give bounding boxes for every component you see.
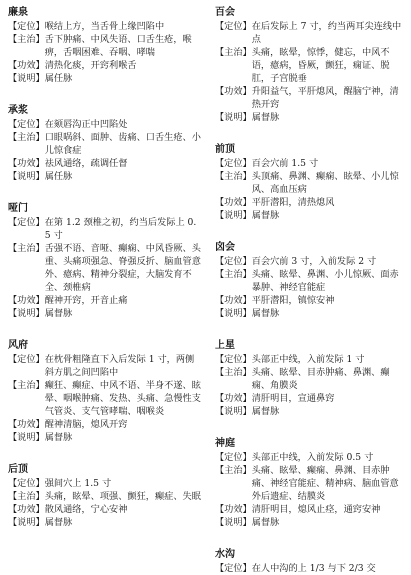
entry-text: 在第 1.2 颈椎之初，约当后发际上 0.5 寸: [44, 217, 197, 241]
entry-tag: 【说明】: [215, 112, 252, 123]
entry-tag: 【功效】: [215, 197, 252, 208]
entry-tag: 【功效】: [8, 60, 45, 71]
entry-tag: 【定位】: [8, 478, 45, 489]
acupoint-name: 后顶: [8, 464, 28, 475]
entry-row: [215, 209, 405, 222]
entry-tag: 【主治】: [215, 269, 252, 280]
entry-text: 头顶痛、鼻渊、癫痫、眩晕、小儿惊风、高血压病: [251, 171, 399, 195]
entry-text: 在人中沟的上 1/3 与下 2/3 交: [251, 563, 376, 574]
entry-row: [215, 85, 405, 111]
entry-row: [215, 516, 405, 529]
entry-tag: 【说明】: [8, 171, 45, 182]
entry-tag: 【定位】: [215, 354, 252, 365]
entry-tag: 【说明】: [8, 432, 45, 443]
entry-row: [8, 379, 201, 418]
entry-tag: 【说明】: [215, 406, 252, 417]
entry-text: 平肝潜阳，清热熄风: [251, 197, 335, 208]
entry-tag: 【功效】: [215, 295, 252, 306]
entry-text: 清肝明目，宣通鼻窍: [251, 393, 335, 404]
entry-row: [215, 405, 405, 418]
entry-tag: 【定位】: [8, 21, 45, 32]
entry-tag: 【定位】: [215, 21, 252, 32]
acupoint-name: 前顶: [215, 144, 235, 155]
entry-tag: 【说明】: [215, 517, 252, 528]
entry-text: 头痛、眩晕、癫痫、鼻渊、目赤肿痛、神经官能症、精神病、脑血管意外后遗症、结膜炎: [251, 465, 399, 502]
entry-row: [8, 503, 201, 516]
entry-row: [215, 255, 405, 268]
entry-text: 百会穴前 3 寸，入前发际 2 寸: [251, 256, 377, 267]
entry-row: [8, 294, 201, 307]
entry-tag: 【功效】: [8, 158, 45, 169]
acupoint-block: [215, 6, 405, 124]
entry-row: [215, 392, 405, 405]
entry-tag: 【功效】: [215, 504, 252, 515]
entry-row: [8, 33, 201, 59]
acupoint-name: 风府: [8, 340, 28, 351]
entry-row: [215, 294, 405, 307]
entry-text: 属督脉: [251, 210, 280, 221]
acupoint-name: 哑门: [8, 203, 28, 214]
acupoint-name: 神庭: [215, 438, 235, 449]
entry-tag: 【主治】: [215, 465, 252, 476]
entry-text: 头痛，眩晕，惊悸，健忘，中风不语，癔病，昏厥，颤狂，痫证、脱肛，子宫脱垂: [251, 47, 390, 84]
entry-text: 头部正中线，入前发际 0.5 寸: [251, 452, 374, 463]
entry-text: 属督脉: [44, 432, 73, 443]
entry-text: 属督脉: [251, 406, 280, 417]
entry-tag: 【功效】: [8, 295, 45, 306]
entry-tag: 【定位】: [215, 452, 252, 463]
entry-row: [215, 562, 405, 575]
entry-text: 清肝明目，熄风止痉，通窍安神: [251, 504, 381, 515]
acupoint-block: [215, 241, 405, 320]
entry-text: 属督脉: [44, 517, 73, 528]
entry-text: 舌强不语、音哑、癫痫、中风昏厥、头重、头痛项强急、脊强反折、脑血管意外、癔病、精神分裂症，大脑发育不全、颈椎病: [44, 243, 201, 293]
entry-tag: 【定位】: [8, 217, 45, 228]
entry-tag: 【定位】: [215, 256, 252, 267]
entry-row: [8, 170, 201, 183]
entry-tag: 【功效】: [215, 86, 252, 97]
entry-tag: 【主治】: [215, 367, 252, 378]
entry-tag: 【主治】: [8, 132, 45, 143]
entry-tag: 【定位】: [8, 354, 45, 365]
acupoint-block: [8, 202, 201, 320]
acupoint-block: [215, 548, 405, 575]
entry-text: 在后发际上 7 寸，约当两耳尖连线中点: [251, 21, 402, 45]
entry-text: 醒神开窍，开音止痛: [44, 295, 128, 306]
right-column: [215, 6, 405, 575]
entry-text: 散风通络，宁心安神: [44, 504, 128, 515]
acupoint-block: [215, 339, 405, 418]
entry-text: 舌下肿痛、中风失语、口舌生疮，喉痹，舌咽困难、吞咽、哮喘: [44, 34, 192, 58]
entry-text: 祛风通络，疏调任督: [44, 158, 128, 169]
entry-text: 头痛、眩晕、目赤肿痛、鼻渊、癫痫、角膜炎: [251, 367, 390, 391]
entry-row: [215, 503, 405, 516]
entry-tag: 【说明】: [8, 517, 45, 528]
entry-text: 在枕骨粗隆直下入后发际 1 寸，两侧斜方肌之间凹陷中: [44, 354, 195, 378]
entry-row: [8, 118, 201, 131]
entry-row: [8, 307, 201, 320]
entry-text: 清热化痰，开窍利喉舌: [44, 60, 137, 71]
entry-text: 平肝潜阳，镇惊安神: [251, 295, 335, 306]
acupoint-name: 承浆: [8, 105, 28, 116]
entry-row: [215, 353, 405, 366]
acupoint-name: 水沟: [215, 549, 235, 560]
entry-row: [215, 157, 405, 170]
left-column: [8, 6, 201, 529]
acupoint-block: [215, 143, 405, 222]
entry-row: [8, 353, 201, 379]
entry-text: 升阳益气，平肝熄风，醒脑宁神，清热开窍: [251, 86, 399, 110]
entry-tag: 【主治】: [215, 47, 252, 58]
entry-row: [215, 170, 405, 196]
entry-row: [8, 516, 201, 529]
entry-tag: 【定位】: [215, 563, 252, 574]
entry-text: 属任脉: [44, 171, 73, 182]
entry-row: [8, 477, 201, 490]
acupoint-name: 百会: [215, 7, 235, 18]
entry-tag: 【功效】: [215, 393, 252, 404]
entry-row: [8, 418, 201, 431]
entry-row: [215, 111, 405, 124]
entry-row: [215, 366, 405, 392]
entry-row: [215, 451, 405, 464]
entry-tag: 【说明】: [215, 308, 252, 319]
entry-text: 属任脉: [44, 73, 73, 84]
entry-tag: 【主治】: [8, 491, 45, 502]
entry-text: 强间穴上 1.5 寸: [44, 478, 112, 489]
entry-text: 属督脉: [251, 517, 280, 528]
entry-text: 属督脉: [251, 112, 280, 123]
entry-row: [215, 196, 405, 209]
entry-row: [8, 131, 201, 157]
entry-row: [8, 20, 201, 33]
entry-text: 属督脉: [251, 308, 280, 319]
entry-row: [8, 72, 201, 85]
entry-tag: 【功效】: [8, 504, 45, 515]
entry-tag: 【主治】: [215, 171, 252, 182]
entry-row: [8, 490, 201, 503]
entry-row: [8, 431, 201, 444]
entry-tag: 【说明】: [215, 210, 252, 221]
entry-text: 醒神清脑，熄风开窍: [44, 419, 128, 430]
acupoint-name: 上星: [215, 340, 235, 351]
entry-tag: 【主治】: [8, 34, 45, 45]
acupoint-block: [8, 339, 201, 444]
entry-text: 头痛、眩晕、鼻渊、小儿惊厥、面赤暴肿、神经官能症: [251, 269, 399, 293]
acupoint-name: 囟会: [215, 242, 235, 253]
acupoint-block: [8, 463, 201, 529]
entry-row: [8, 59, 201, 72]
entry-text: 喉结上方，当舌骨上缘凹陷中: [44, 21, 165, 32]
entry-row: [215, 307, 405, 320]
entry-tag: 【功效】: [8, 419, 45, 430]
entry-row: [215, 268, 405, 294]
entry-row: [215, 46, 405, 85]
entry-tag: 【说明】: [8, 308, 45, 319]
entry-tag: 【定位】: [8, 119, 45, 130]
entry-text: 百会穴前 1.5 寸: [251, 158, 319, 169]
entry-tag: 【主治】: [8, 243, 45, 254]
entry-tag: 【主治】: [8, 380, 45, 391]
acupoint-block: [8, 6, 201, 85]
entry-text: 癫狂、癫症、中风不语、半身不遂、眩晕、咽喉肿痛、发热、头痛、急慢性支气管炎、支气管哮喘、咽喉炎: [44, 380, 201, 417]
entry-row: [8, 242, 201, 294]
entry-text: 口眼㖞斜、面肿、齿痛、口舌生疮、小儿惊食症: [44, 132, 201, 156]
entry-text: 在颏唇沟正中凹陷处: [44, 119, 128, 130]
entry-text: 头部正中线，入前发际 1 寸: [251, 354, 365, 365]
entry-row: [215, 464, 405, 503]
entry-text: 头痛，眩晕、项强、颤狂，癫症、失眠: [44, 491, 201, 502]
acupoint-block: [215, 437, 405, 529]
acupoint-name: 廉泉: [8, 7, 28, 18]
entry-row: [215, 20, 405, 46]
entry-tag: 【说明】: [8, 73, 45, 84]
entry-tag: 【定位】: [215, 158, 252, 169]
entry-text: 属督脉: [44, 308, 73, 319]
entry-row: [8, 157, 201, 170]
entry-row: [8, 216, 201, 242]
acupoint-block: [8, 104, 201, 183]
